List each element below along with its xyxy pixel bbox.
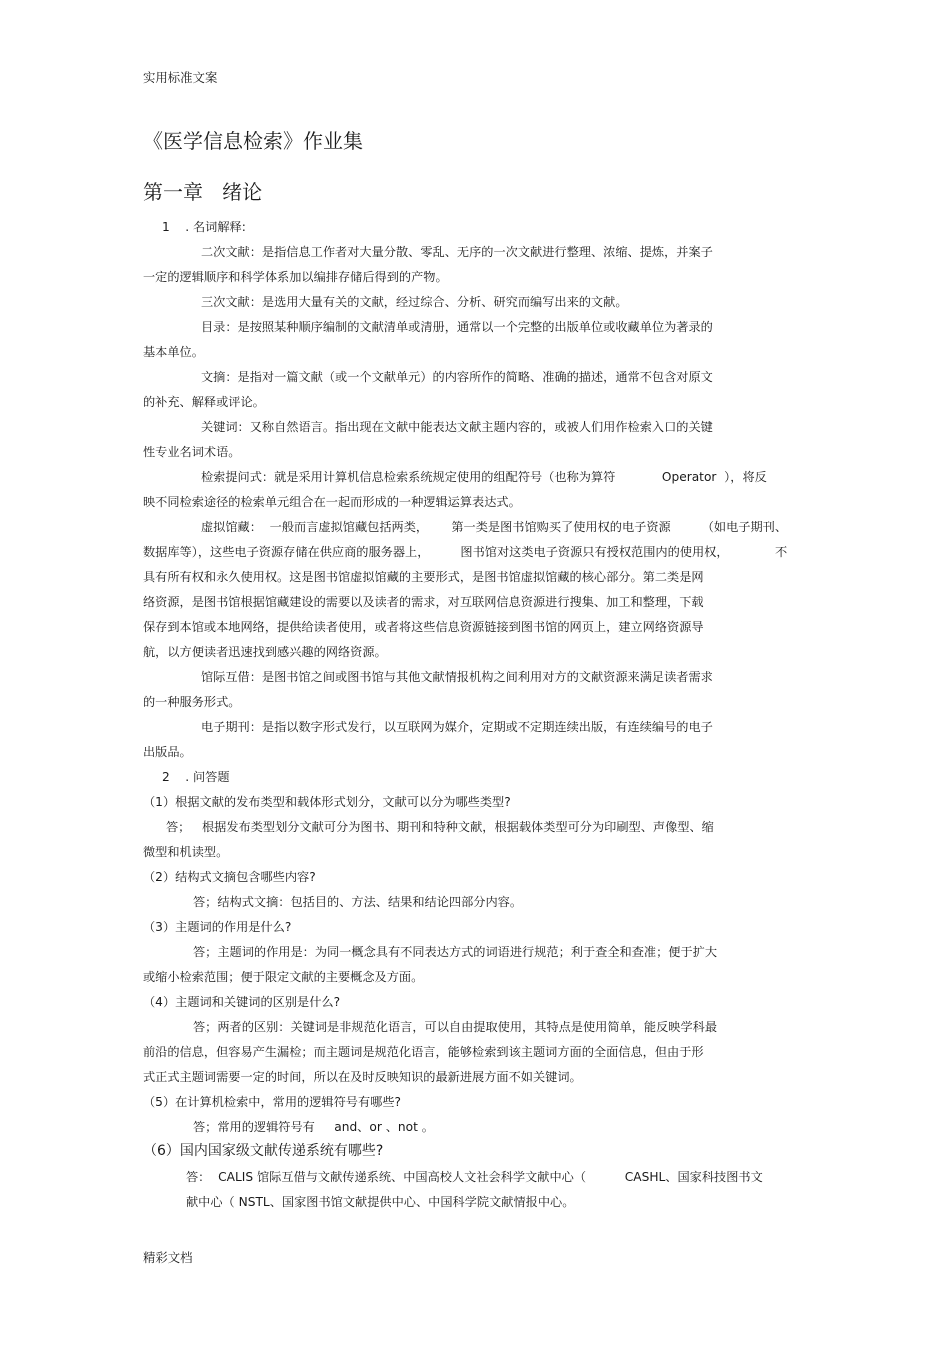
def-e-journal-cont: 出版品。: [143, 745, 192, 759]
def-keyword-cont: 性专业名词术语。: [143, 445, 241, 459]
def-abstract-cont: 的补充、解释或评论。: [143, 395, 265, 409]
answer-4: 答；两者的区别：关键词是非规范化语言，可以自由提取使用，其特点是使用简单，能反映学科最: [193, 1020, 718, 1034]
def-search-query-cont: 映不同检索途径的检索单元组合在一起而形成的一种逻辑运算表达式。: [143, 495, 521, 509]
def-secondary-literature: 二次文献：是指信息工作者对大量分散、零乱、无序的一次文献进行整理、浓缩、提炼，并案子: [201, 245, 713, 259]
def-catalog-cont: 基本单位。: [143, 345, 204, 359]
document-title: 《医学信息检索》作业集: [143, 129, 363, 153]
chapter-title: 第一章 绪论: [143, 180, 263, 204]
def-virtual-collection-cont-3: 络资源，是图书馆根据馆藏建设的需要以及读者的需求，对互联网信息资源进行搜集、加工和整理，下载: [143, 595, 704, 609]
question-1: （1）根据文献的发布类型和载体形式划分，文献可以分为哪些类型?: [143, 795, 511, 809]
answer-4-cont-1: 前沿的信息，但容易产生漏检；而主题词是规范化语言，能够检索到该主题词方面的全面信息，但由于形: [143, 1045, 704, 1059]
section-1-heading: 1 . 名词解释:: [162, 220, 246, 234]
def-abstract: 文摘：是指对一篇文献（或一个文献单元）的内容所作的简略、准确的描述，通常不包含对原文: [201, 370, 713, 384]
def-virtual-collection-cont-5: 航，以方便读者迅速找到感兴趣的网络资源。: [143, 645, 387, 659]
section-2-heading: 2 . 问答题: [162, 770, 230, 784]
def-virtual-collection-cont-4: 保存到本馆或本地网络，提供给读者使用，或者将这些信息资源链接到图书馆的网页上，建立网络资源导: [143, 620, 704, 634]
answer-1: 答； 根据发布类型划分文献可分为图书、期刊和特种文献，根据载体类型可分为印刷型、声像型、缩: [166, 820, 714, 834]
def-catalog: 目录：是按照某种顺序编制的文献清单或清册，通常以一个完整的出版单位或收藏单位为著录的: [201, 320, 713, 334]
def-tertiary-literature: 三次文献：是选用大量有关的文献，经过综合、分析、研究而编写出来的文献。: [201, 295, 628, 309]
def-virtual-collection-cont-1: 数据库等），这些电子资源存储在供应商的服务器上， 图书馆对这类电子资源只有授权范围内的使用权， 不: [143, 545, 788, 559]
page-footer: 精彩文档: [143, 1250, 193, 1265]
def-search-query: 检索提问式：就是采用计算机信息检索系统规定使用的组配符号（也称为算符 Operator ），将反: [201, 470, 767, 484]
def-secondary-literature-cont: 一定的逻辑顺序和科学体系加以编排存储后得到的产物。: [143, 270, 448, 284]
answer-4-cont-2: 式正式主题词需要一定的时间，所以在及时反映知识的最新进展方面不如关键词。: [143, 1070, 582, 1084]
def-e-journal: 电子期刊：是指以数字形式发行，以互联网为媒介，定期或不定期连续出版，有连续编号的电子: [201, 720, 713, 734]
def-keyword: 关键词：又称自然语言。指出现在文献中能表达文献主题内容的，或被人们用作检索入口的关键: [201, 420, 713, 434]
page-header: 实用标准文案: [143, 70, 218, 85]
question-5: （5）在计算机检索中，常用的逻辑符号有哪些?: [143, 1095, 401, 1109]
question-3: （3）主题词的作用是什么?: [143, 920, 292, 934]
def-interlibrary-loan: 馆际互借：是图书馆之间或图书馆与其他文献情报机构之间利用对方的文献资源来满足读者需求: [201, 670, 713, 684]
question-4: （4）主题词和关键词的区别是什么?: [143, 995, 341, 1009]
def-virtual-collection-cont-2: 具有所有权和永久使用权。这是图书馆虚拟馆藏的主要形式，是图书馆虚拟馆藏的核心部分。第二类是网: [143, 570, 704, 584]
answer-1-cont: 微型和机读型。: [143, 845, 229, 859]
question-6: （6）国内国家级文献传递系统有哪些?: [143, 1143, 384, 1159]
answer-2: 答；结构式文摘：包括目的、方法、结果和结论四部分内容。: [193, 895, 523, 909]
answer-3: 答；主题词的作用是：为同一概念具有不同表达方式的词语进行规范；利于查全和查准；便于扩大: [193, 945, 718, 959]
def-virtual-collection: 虚拟馆藏： 一般而言虚拟馆藏包括两类， 第一类是图书馆购买了使用权的电子资源 （如电子期刊、: [201, 520, 788, 534]
answer-6-cont: 献中心（ NSTL、国家图书馆文献提供中心、中国科学院文献情报中心。: [186, 1195, 575, 1209]
answer-5: 答；常用的逻辑符号有 and、or 、not 。: [193, 1120, 434, 1134]
question-2: （2）结构式文摘包含哪些内容?: [143, 870, 316, 884]
def-interlibrary-loan-cont: 的一种服务形式。: [143, 695, 241, 709]
answer-6: 答： CALIS 馆际互借与文献传递系统、中国高校人文社会科学文献中心（ CASHL、国家科技图书文: [186, 1170, 763, 1184]
answer-3-cont: 或缩小检索范围；便于限定文献的主要概念及方面。: [143, 970, 424, 984]
